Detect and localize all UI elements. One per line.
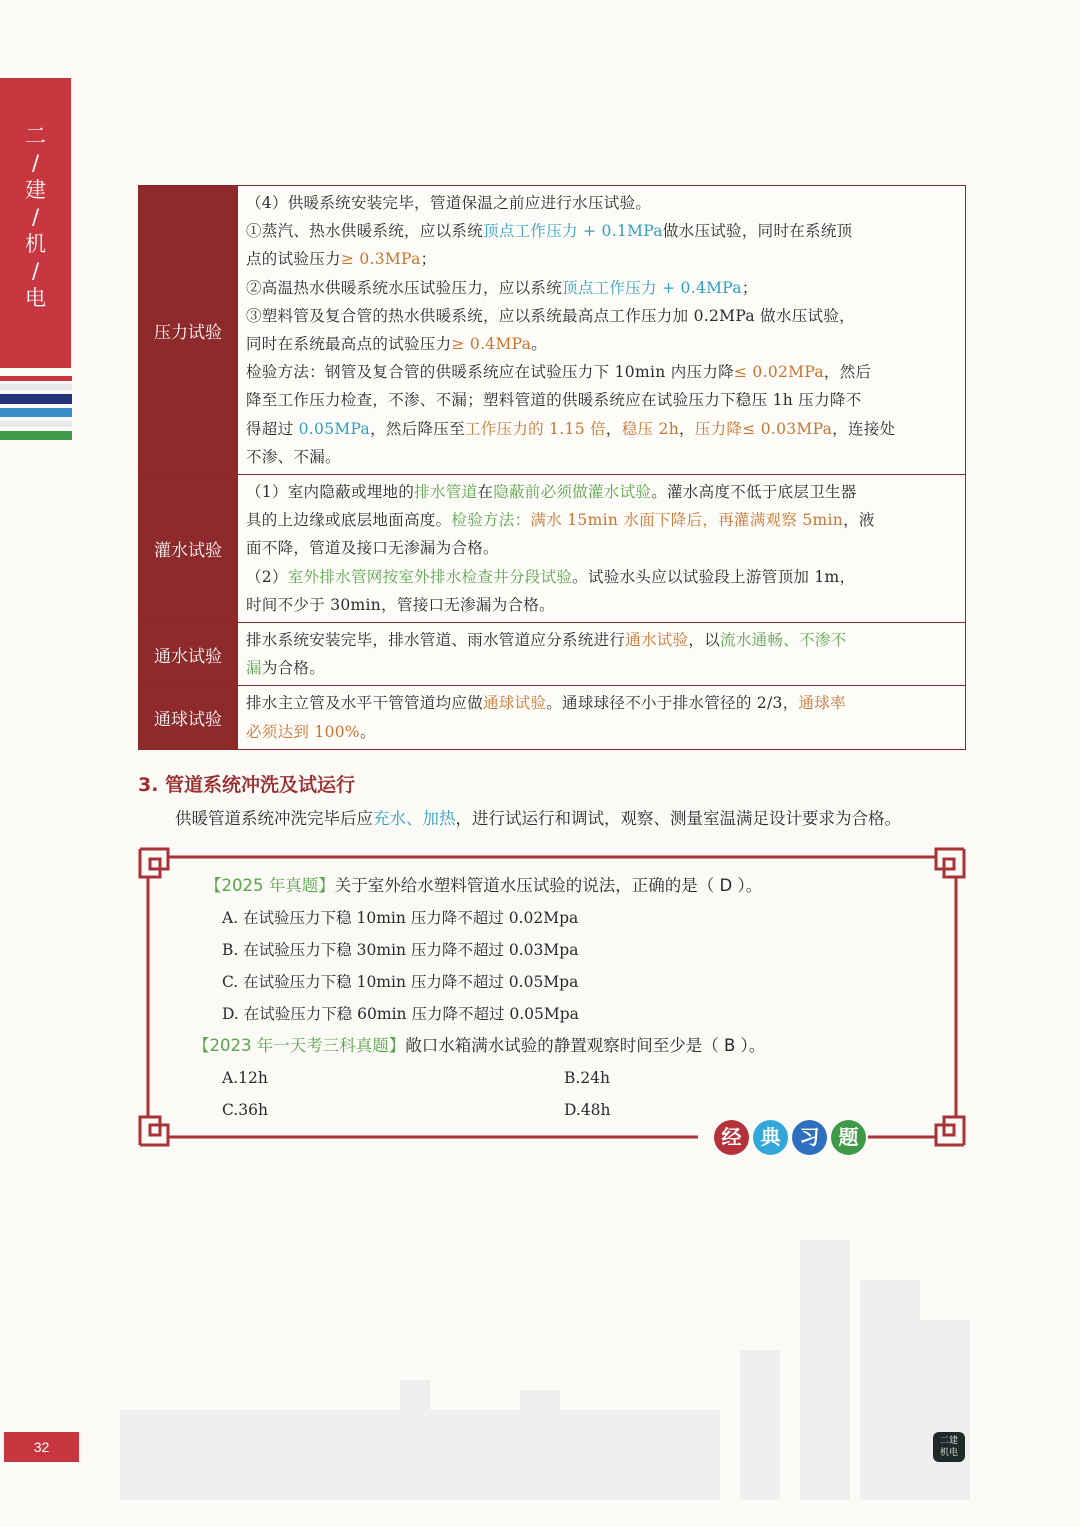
classic-exercises-badges <box>714 1120 866 1155</box>
highlight-text: 漏 <box>246 659 262 678</box>
content-line <box>246 245 959 273</box>
decor-stripe <box>0 394 72 404</box>
row-label: 通球试验 <box>139 686 238 749</box>
content-line <box>246 689 959 717</box>
page-number: 32 <box>4 1432 79 1462</box>
content-line <box>246 506 959 534</box>
content-line <box>246 386 959 414</box>
text-run: 。 <box>359 722 376 741</box>
decor-stripe <box>0 431 72 440</box>
table-row <box>139 186 966 475</box>
highlight-text: 通水试验 <box>625 631 689 650</box>
question-1-text: 关于室外给水塑料管道水压试验的说法，正确的是（ D ）。 <box>334 876 763 895</box>
text-run: 检验方法：钢管及复合管的供暖系统应在试验压力下 10min 内压力降 <box>246 363 734 382</box>
question-2-text: 敞口水箱满水试验的静置观察时间至少是（ B ）。 <box>405 1036 766 1055</box>
section-title: 3. 管道系统冲洗及试运行 <box>138 774 356 796</box>
highlight-text: 充水、加热 <box>373 809 456 828</box>
content-line <box>246 563 959 591</box>
question-1-option: A. 在试验压力下稳 10min 压力降不超过 0.02Mpa <box>222 909 579 927</box>
highlight-text: 压力降≤ 0.03MPa <box>694 419 833 438</box>
text-run: （2） <box>246 567 288 586</box>
text-run: 在 <box>477 483 494 502</box>
text-run: ，然后 <box>823 363 872 382</box>
content-line <box>246 415 959 443</box>
table-row <box>139 623 966 686</box>
text-run: 。通球球径不小于排水管径的 2/3， <box>546 694 799 713</box>
highlight-text: 通球试验 <box>483 694 547 713</box>
highlight-text: 顶点工作压力 + 0.4MPa <box>562 278 742 297</box>
highlight-text: ≥ 0.4MPa <box>451 335 532 354</box>
highlight-text: 满水 15min 水面下降后，再灌满观察 5min <box>530 511 844 530</box>
text-run: 得超过 <box>246 419 299 438</box>
text-run: 。 <box>531 335 548 354</box>
question-2-option: C.36h <box>222 1101 268 1119</box>
question-2-tag: 【2023 年一天考三科真题】 <box>193 1036 406 1055</box>
chapter-side-tab <box>0 78 71 368</box>
skyline-decoration <box>100 1200 980 1500</box>
highlight-text: 流水通畅、不渗不 <box>720 631 847 650</box>
text-run: 不渗、不漏。 <box>246 447 341 466</box>
badge-circle: 典 <box>753 1120 788 1155</box>
chapter-side-label: 二 / 建 / 机 / 电 <box>25 124 46 310</box>
badge-circle: 题 <box>831 1120 866 1155</box>
text-run: ； <box>741 278 758 297</box>
text-run: ①蒸汽、热水供暖系统，应以系统 <box>246 222 484 241</box>
table-row <box>139 475 966 623</box>
content-line <box>246 274 959 302</box>
row-label: 通水试验 <box>139 623 238 686</box>
text-run: （4）供暖系统安装完毕，管道保温之前应进行水压试验。 <box>246 194 652 212</box>
highlight-text: 检验方法： <box>451 511 531 530</box>
text-run: 面不降，管道及接口无渗漏为合格。 <box>246 539 499 558</box>
text-run: 同时在系统最高点的试验压力 <box>246 335 452 354</box>
content-line <box>246 443 959 471</box>
content-line <box>246 591 959 619</box>
text-run: 。灌水高度不低于底层卫生器 <box>651 483 857 502</box>
text-run: ，连接处 <box>832 419 896 438</box>
text-run: ，液 <box>843 511 875 530</box>
highlight-text: 隐蔽前必须做灌水试验 <box>493 483 652 502</box>
text-run: ， <box>605 419 622 438</box>
content-line <box>246 654 959 682</box>
highlight-text: 顶点工作压力 + 0.1MPa <box>483 222 663 241</box>
text-run: ，以 <box>688 631 721 650</box>
question-2-options-row <box>205 1062 945 1094</box>
question-2-option: A.12h <box>222 1069 268 1087</box>
content-line <box>246 478 959 506</box>
question-1-option: C. 在试验压力下稳 10min 压力降不超过 0.05Mpa <box>222 973 579 991</box>
text-run: ②高温热水供暖系统水压试验压力，应以系统 <box>246 278 563 297</box>
content-line <box>246 718 959 746</box>
text-run: 降至工作压力检查，不渗、不漏；塑料管道的供暖系统应在试验压力下稳压 1h 压力降不 <box>246 391 862 410</box>
text-run: （1）室内隐蔽或埋地的 <box>246 483 415 502</box>
exercise-content <box>193 870 945 1126</box>
text-run: ③塑料管及复合管的热水供暖系统，应以系统最高点工作压力加 0.2MPa 做水压试验， <box>246 306 855 325</box>
question-2-stem <box>193 1030 945 1062</box>
row-content <box>238 623 966 686</box>
highlight-text: 排水管道 <box>414 483 478 502</box>
highlight-text: 室外排水管网按室外排水检查井分段试验 <box>287 567 573 586</box>
badge-circle: 经 <box>714 1120 749 1155</box>
question-1-option: D. 在试验压力下稳 60min 压力降不超过 0.05Mpa <box>222 1005 579 1023</box>
text-run: ，然后降压至 <box>370 419 465 438</box>
content-line <box>246 534 959 562</box>
table-row <box>139 686 966 749</box>
section-body <box>175 805 975 829</box>
highlight-text: 必须达到 100% <box>246 722 360 741</box>
row-content <box>238 186 966 475</box>
text-run: 为合格。 <box>261 659 326 678</box>
text-run: 点的试验压力 <box>246 250 341 269</box>
text-run: 排水系统安装完毕，排水管道、雨水管道应分系统进行 <box>246 631 626 650</box>
question-1-stem <box>205 870 945 902</box>
text-run: ， <box>678 419 695 438</box>
highlight-text: 稳压 2h <box>621 419 679 438</box>
text-run: 排水主立管及水平干管管道均应做 <box>246 694 484 713</box>
text-run: 做水压试验，同时在系统顶 <box>662 222 853 241</box>
row-content <box>238 475 966 623</box>
text-run: ； <box>420 250 437 269</box>
text-run: ，进行试运行和调试，观察、测量室温满足设计要求为合格。 <box>455 809 901 828</box>
brand-logo <box>933 1432 965 1462</box>
text-run: 具的上边缘或底层地面高度。 <box>246 511 452 530</box>
badge-circle: 习 <box>792 1120 827 1155</box>
decor-stripe <box>0 376 72 381</box>
content-line <box>246 302 959 330</box>
text-run: 。试验水头应以试验段上游管顶加 1m， <box>572 567 856 586</box>
content-line <box>246 330 959 358</box>
question-1-tag: 【2025 年真题】 <box>205 876 335 895</box>
decor-stripe <box>0 408 72 417</box>
question-2-option: B.24h <box>564 1069 611 1087</box>
brand-logo-line: 机电 <box>939 1448 958 1458</box>
highlight-text: 0.05MPa <box>298 419 371 438</box>
brand-logo-line: 二建 <box>939 1436 958 1446</box>
content-line <box>246 626 959 654</box>
highlight-text: ≥ 0.3MPa <box>340 250 421 269</box>
highlight-text: ≤ 0.02MPa <box>733 363 824 382</box>
content-line <box>246 217 959 245</box>
content-line <box>246 358 959 386</box>
text-run: 供暖管道系统冲洗完毕后应 <box>175 809 373 828</box>
decor-stripe <box>0 421 72 427</box>
question-2-option: D.48h <box>564 1101 611 1119</box>
row-label: 灌水试验 <box>139 475 238 623</box>
highlight-text: 通球率 <box>798 694 846 713</box>
content-line <box>246 189 959 217</box>
question-1-option: B. 在试验压力下稳 30min 压力降不超过 0.03Mpa <box>222 941 579 959</box>
highlight-text: 工作压力的 1.15 倍 <box>464 419 606 438</box>
test-requirements-table <box>138 185 966 750</box>
row-content <box>238 686 966 749</box>
row-label: 压力试验 <box>139 186 238 475</box>
decor-stripe <box>0 384 72 390</box>
text-run: 时间不少于 30min，管接口无渗漏为合格。 <box>246 595 555 614</box>
